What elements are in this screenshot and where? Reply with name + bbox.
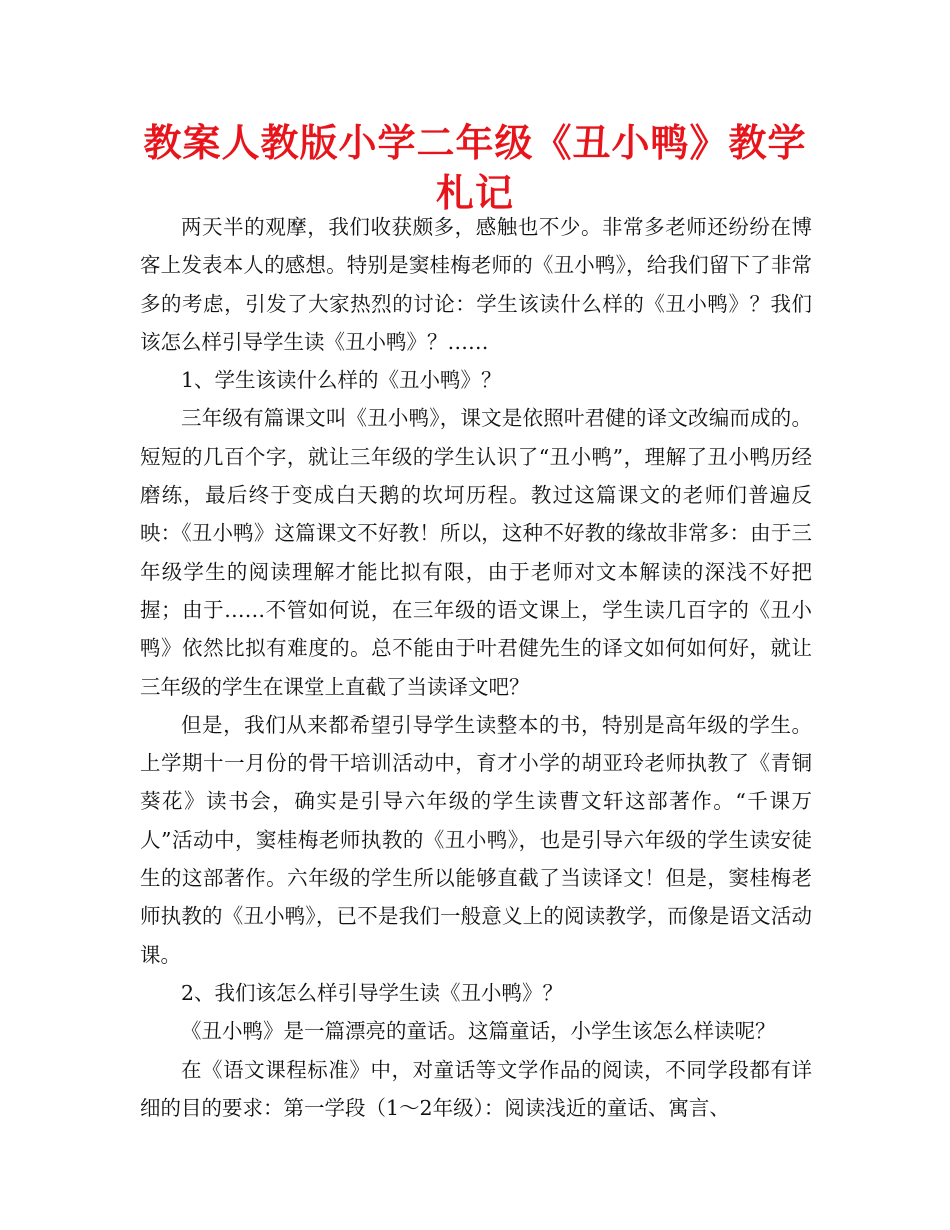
paragraph-textbook: 三年级有篇课文叫《丑小鸭》，课文是依照叶君健的译文改编而成的。短短的几百个字，就让三年级的学生认识了“丑小鸭”，理解了丑小鸭历经磨练，最后终于变成白天鹅的坎坷历程。教过这篇课文的老师们普遍反映：《丑小鸭》这篇课文不好教！所以，这种不好教的缘故非常多：由于三年级学生的阅读理解才能比拟有限，由于老师对文本解读的深浅不好把握；由于……不管如何说，在三年级的语文课上，学生读几百字的《丑小鸭》依然比拟有难度的。总不能由于叶君健先生的译文如何如何好，就让三年级的学生在课堂上直截了当读译文吧？: [140, 406, 812, 699]
document-title: 教案人教版小学二年级《丑小鸭》教学札记: [143, 121, 807, 215]
paragraph-curriculum: 在《语文课程标准》中，对童话等文学作品的阅读，不同学段都有详细的目的要求：第一学段（1～2年级）：阅读浅近的童话、寓言、: [140, 1057, 812, 1120]
paragraph-whole-book: 但是，我们从来都希望引导学生读整本的书，特别是高年级的学生。上学期十一月份的骨干培训活动中，育才小学的胡亚玲老师执教了《青铜葵花》读书会，确实是引导六年级的学生读曹文轩这部著作。“千课万人”活动中，窦桂梅老师执教的《丑小鸭》，也是引导六年级的学生读安徒生的这部著作。六年级的学生所以能够直截了当读译文！但是，窦桂梅老师执教的《丑小鸭》，已不是我们一般意义上的阅读教学，而像是语文活动课。: [140, 712, 812, 967]
document-body: [140, 208, 812, 1127]
section-heading-1: 1、学生该读什么样的《丑小鸭》？: [181, 368, 502, 393]
paragraph-fairy-tale: 《丑小鸭》是一篇漂亮的童话。这篇童话，小学生该怎么样读呢？: [181, 1019, 776, 1044]
paragraph-intro: 两天半的观摩，我们收获颇多，感触也不少。非常多老师还纷纷在博客上发表本人的感想。特别是窦桂梅老师的《丑小鸭》，给我们留下了非常多的考虑，引发了大家热烈的讨论：学生该读什么样的《丑小鸭》？我们该怎么样引导学生读《丑小鸭》？……: [140, 215, 812, 354]
section-heading-2: 2、我们该怎么样引导学生读《丑小鸭》？: [181, 980, 564, 1005]
